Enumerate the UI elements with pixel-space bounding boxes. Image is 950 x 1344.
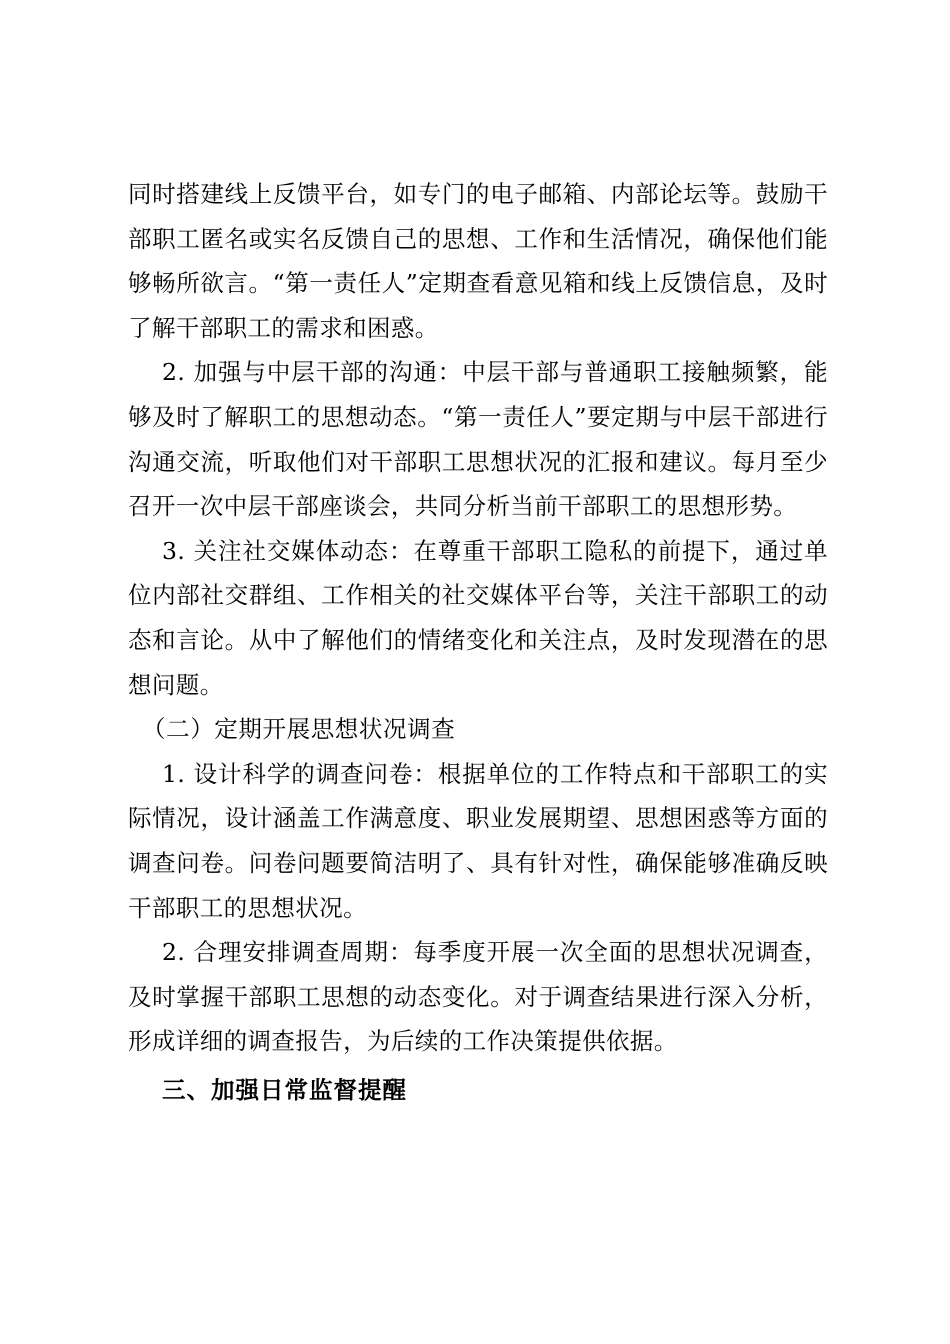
paragraph-feedback-platform: 同时搭建线上反馈平台，如专门的电子邮箱、内部论坛等。鼓励干部职工匿名或实名反馈自己的思想、工作和生活情况，确保他们能够畅所欲言。“第一责任人”定期查看意见箱和线上反馈信息，及时了解干部职工的需求和困惑。 bbox=[128, 180, 828, 342]
paragraph-middle-cadre-communication: 2. 加强与中层干部的沟通：中层干部与普通职工接触频繁，能够及时了解职工的思想动态。“第一责任人”要定期与中层干部进行沟通交流，听取他们对干部职工思想状况的汇报和建议。每月至少召开一次中层干部座谈会，共同分析当前干部职工的思想形势。 bbox=[128, 358, 828, 521]
paragraph-survey-cycle: 2. 合理安排调查周期：每季度开展一次全面的思想状况调查，及时掌握干部职工思想的动态变化。对于调查结果进行深入分析，形成详细的调查报告，为后续的工作决策提供依据。 bbox=[128, 938, 828, 1056]
paragraph-social-media: 3. 关注社交媒体动态：在尊重干部职工隐私的前提下，通过单位内部社交群组、工作相关的社交媒体平台等，关注干部职工的动态和言论。从中了解他们的情绪变化和关注点，及时发现潜在的思想问题。 bbox=[128, 536, 828, 699]
section-heading: 三、加强日常监督提醒 bbox=[162, 1075, 407, 1104]
paragraph-survey-design: 1. 设计科学的调查问卷：根据单位的工作特点和干部职工的实际情况，设计涵盖工作满意度、职业发展期望、思想困惑等方面的调查问卷。问卷问题要简洁明了、具有针对性，确保能够准确反映干部职工的思想状况。 bbox=[128, 759, 828, 922]
section-subheading: （二）定期开展思想状况调查 bbox=[142, 715, 456, 744]
document-body bbox=[128, 172, 828, 1112]
